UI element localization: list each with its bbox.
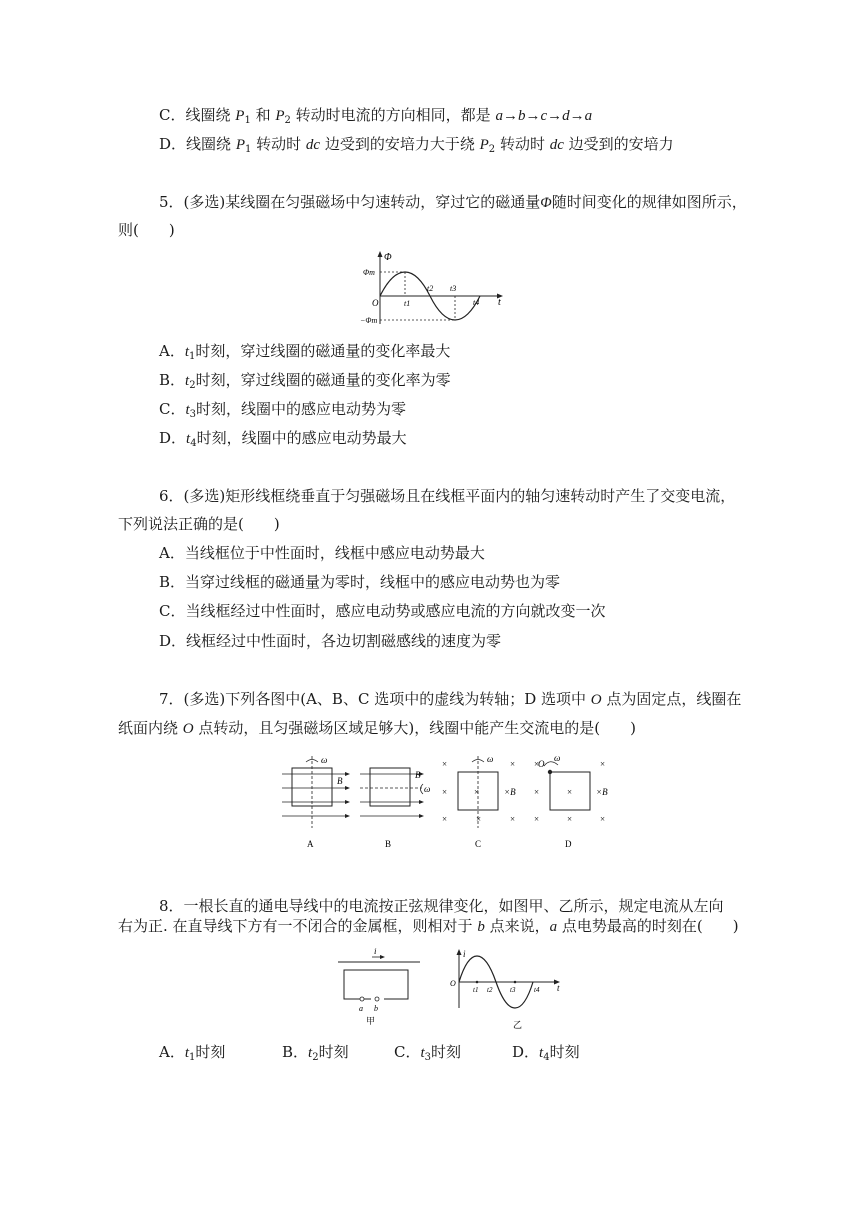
q5-x-label: t xyxy=(498,297,501,308)
svg-text:×: × xyxy=(510,759,516,769)
q5-t4: t4 xyxy=(473,298,480,307)
q8-caption-jia: 甲 xyxy=(366,1016,376,1026)
q7-figure-b xyxy=(360,768,430,849)
q7-stem-line-2: 纸面内绕 O 点转动，且匀强磁场区域足够大)，线圈中能产生交流电的是( ) xyxy=(118,719,636,737)
q7-stem-line-1: 7．(多选)下列各图中(A、B、C 选项中的虚线为转轴；D 选项中 O 点为固定点，线圈在 xyxy=(159,690,742,708)
q7-figure-a xyxy=(282,755,350,849)
svg-text:B: B xyxy=(415,770,421,780)
q5-t2: t2 xyxy=(427,284,434,293)
svg-text:×: × xyxy=(600,814,606,824)
q8-stem-line-2: 右为正. 在直导线下方有一不闭合的金属框，则相对于 b 点来说，a 点电势最高的时刻在( ) xyxy=(118,917,739,935)
q5-stem-line-2: 则( ) xyxy=(118,221,175,239)
q8-stem-line-1: 8．一根长直的通电导线中的电流按正弦规律变化，如图甲、乙所示，规定电流从左向 xyxy=(159,897,724,915)
q8-figure-yi xyxy=(445,948,565,1030)
svg-text:×: × xyxy=(567,787,573,797)
svg-text:ω: ω xyxy=(487,754,494,764)
q5-option-c: C．$t_3$时刻，线圈中的感应电动势为零 xyxy=(159,400,407,420)
q7-figure-d xyxy=(534,753,608,849)
q8-figure-jia xyxy=(336,948,426,1028)
q6-option-d: D．线框经过中性面时，各边切割磁感线的速度为零 xyxy=(159,632,502,650)
svg-text:O: O xyxy=(538,759,545,769)
svg-text:ω: ω xyxy=(321,755,328,765)
svg-text:×: × xyxy=(442,759,448,769)
svg-text:t: t xyxy=(557,983,560,993)
q5-neg-phim: −Φm xyxy=(360,316,378,325)
q5-t1: t1 xyxy=(404,299,411,308)
q5-t3: t3 xyxy=(450,284,457,293)
q4-option-d: D．线圈绕 $P_1$ 转动时 dc 边受到的安培力大于绕 $P_2$ 转动时 dc 边受到的安培力 xyxy=(159,135,674,155)
q7-label-a: A xyxy=(307,839,314,849)
q6-stem-line-2: 下列说法正确的是( ) xyxy=(118,515,280,533)
svg-text:×: × xyxy=(567,814,573,824)
q6-stem-line-1: 6．(多选)矩形线框绕垂直于匀强磁场且在线框平面内的轴匀速转动时产生了交变电流， xyxy=(159,487,736,505)
svg-text:×: × xyxy=(534,814,540,824)
q6-option-c: C．当线框经过中性面时，感应电动势或感应电流的方向就改变一次 xyxy=(159,602,606,620)
svg-text:×: × xyxy=(600,759,606,769)
svg-text:O: O xyxy=(450,979,456,988)
svg-text:×: × xyxy=(442,787,448,797)
q8-caption-yi: 乙 xyxy=(513,1020,523,1030)
q5-phim: Φm xyxy=(363,268,375,277)
q5-option-b: B．$t_2$时刻，穿过线圈的磁通量的变化率为零 xyxy=(159,371,451,391)
q8-option-c: C．$t_3$时刻 xyxy=(394,1043,462,1063)
q5-flux-graph xyxy=(360,250,505,326)
q7-figures xyxy=(280,752,620,852)
svg-text:×B: ×B xyxy=(504,787,516,797)
svg-text:×: × xyxy=(476,814,482,824)
svg-text:b: b xyxy=(374,1004,378,1013)
svg-text:ω: ω xyxy=(424,784,431,794)
q4-option-c: C．线圈绕 $P_1$ 和 $P_2$ 转动时电流的方向相同，都是 a→b→c→d→a xyxy=(159,106,593,126)
q6-option-b: B．当穿过线框的磁通量为零时，线框中的感应电动势也为零 xyxy=(159,573,561,591)
q5-stem-line-1: 5．(多选)某线圈在匀强磁场中匀速转动，穿过它的磁通量Φ随时间变化的规律如图所示， xyxy=(159,193,747,211)
svg-text:t4: t4 xyxy=(534,986,540,994)
svg-text:t2: t2 xyxy=(487,986,493,994)
q8-option-d: D．$t_4$时刻 xyxy=(512,1043,580,1063)
q7-label-d: D xyxy=(565,839,572,849)
q5-option-a: A．$t_1$时刻，穿过线圈的磁通量的变化率最大 xyxy=(159,342,451,362)
svg-text:a: a xyxy=(359,1004,363,1013)
q7-figure-c xyxy=(442,754,516,849)
svg-text:×: × xyxy=(534,759,540,769)
q5-origin: O xyxy=(372,298,379,308)
svg-text:t1: t1 xyxy=(473,986,479,994)
svg-text:×: × xyxy=(442,814,448,824)
q5-option-d: D．$t_4$时刻，线圈中的感应电动势最大 xyxy=(159,429,407,449)
svg-text:×: × xyxy=(510,814,516,824)
svg-text:B: B xyxy=(337,776,343,786)
q7-label-b: B xyxy=(385,839,392,849)
q5-y-label: Φ xyxy=(384,252,392,263)
q6-option-a: A．当线框位于中性面时，线框中感应电动势最大 xyxy=(159,544,485,562)
svg-text:ω: ω xyxy=(554,753,561,763)
q8-option-b: B．$t_2$时刻 xyxy=(282,1043,349,1063)
q7-label-c: C xyxy=(475,839,482,849)
svg-text:×B: ×B xyxy=(596,787,608,797)
svg-text:×: × xyxy=(534,787,540,797)
q5-y-arrow xyxy=(378,251,383,257)
q8-frame xyxy=(344,970,408,999)
svg-text:i: i xyxy=(463,949,466,959)
svg-text:×: × xyxy=(474,787,480,797)
q8-option-a: A．$t_1$时刻 xyxy=(159,1043,226,1063)
svg-text:t3: t3 xyxy=(510,986,516,994)
svg-text:i: i xyxy=(374,948,377,956)
